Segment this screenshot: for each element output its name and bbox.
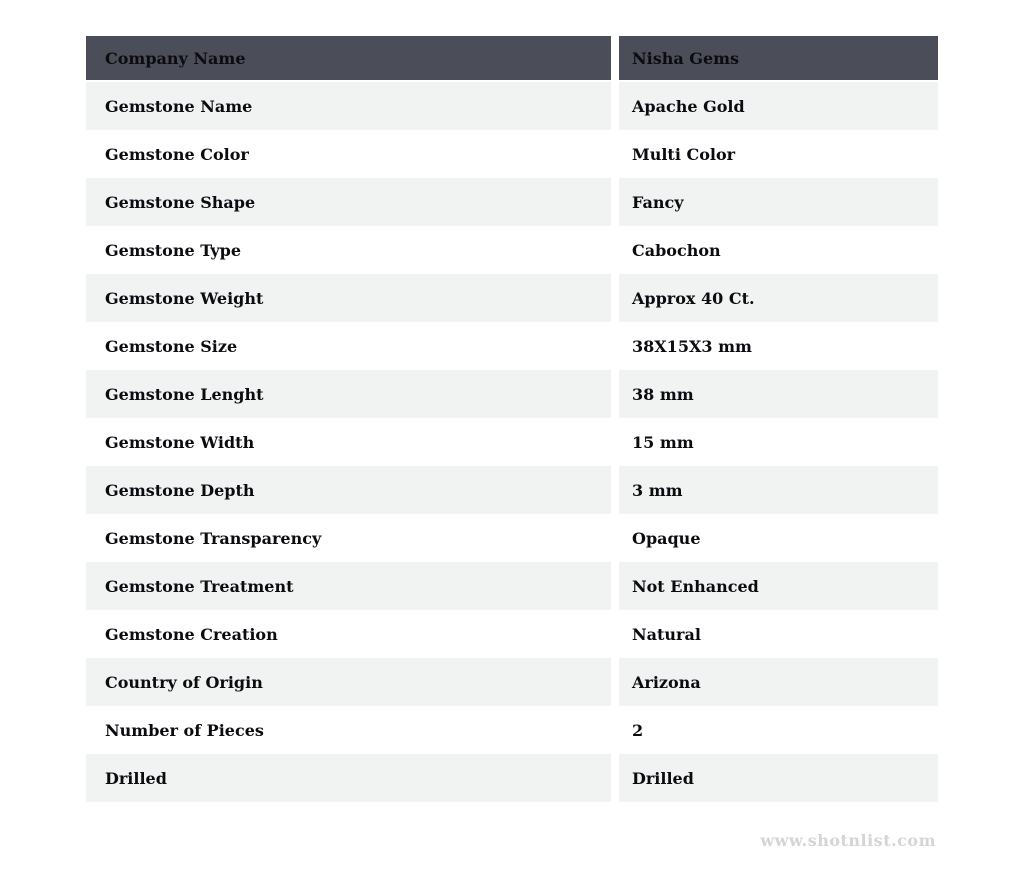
table-row	[86, 562, 938, 610]
row-label: Gemstone Weight	[86, 274, 611, 322]
row-label: Gemstone Type	[86, 226, 611, 274]
row-value: 2	[619, 706, 938, 754]
table-row	[86, 418, 938, 466]
row-value: 15 mm	[619, 418, 938, 466]
table-row	[86, 658, 938, 706]
row-value: Apache Gold	[619, 82, 938, 130]
table-row	[86, 322, 938, 370]
table-row	[86, 130, 938, 178]
row-value: Not Enhanced	[619, 562, 938, 610]
row-label: Country of Origin	[86, 658, 611, 706]
table-row	[86, 226, 938, 274]
gemstone-spec-table	[86, 36, 938, 802]
row-value: 38X15X3 mm	[619, 322, 938, 370]
table-header-row	[86, 36, 938, 80]
row-value: Cabochon	[619, 226, 938, 274]
table-row	[86, 82, 938, 130]
row-label: Gemstone Treatment	[86, 562, 611, 610]
row-label: Gemstone Width	[86, 418, 611, 466]
table-row	[86, 370, 938, 418]
row-value: 3 mm	[619, 466, 938, 514]
table-row	[86, 178, 938, 226]
table-row	[86, 274, 938, 322]
table-row	[86, 466, 938, 514]
table-row	[86, 754, 938, 802]
row-label: Gemstone Lenght	[86, 370, 611, 418]
row-label: Gemstone Size	[86, 322, 611, 370]
row-value: 38 mm	[619, 370, 938, 418]
row-label: Gemstone Name	[86, 82, 611, 130]
row-value: Approx 40 Ct.	[619, 274, 938, 322]
row-label: Gemstone Color	[86, 130, 611, 178]
row-value: Fancy	[619, 178, 938, 226]
header-cell-company-value: Nisha Gems	[619, 36, 938, 80]
row-label: Number of Pieces	[86, 706, 611, 754]
table-body	[86, 82, 938, 802]
row-value: Multi Color	[619, 130, 938, 178]
table-row	[86, 706, 938, 754]
table-row	[86, 610, 938, 658]
table-row	[86, 514, 938, 562]
row-label: Gemstone Transparency	[86, 514, 611, 562]
row-label: Drilled	[86, 754, 611, 802]
row-value: Opaque	[619, 514, 938, 562]
row-label: Gemstone Creation	[86, 610, 611, 658]
row-label: Gemstone Shape	[86, 178, 611, 226]
row-value: Arizona	[619, 658, 938, 706]
header-cell-company-name: Company Name	[86, 36, 611, 80]
row-value: Drilled	[619, 754, 938, 802]
row-label: Gemstone Depth	[86, 466, 611, 514]
row-value: Natural	[619, 610, 938, 658]
watermark-url: www.shotnlist.com	[760, 831, 936, 850]
